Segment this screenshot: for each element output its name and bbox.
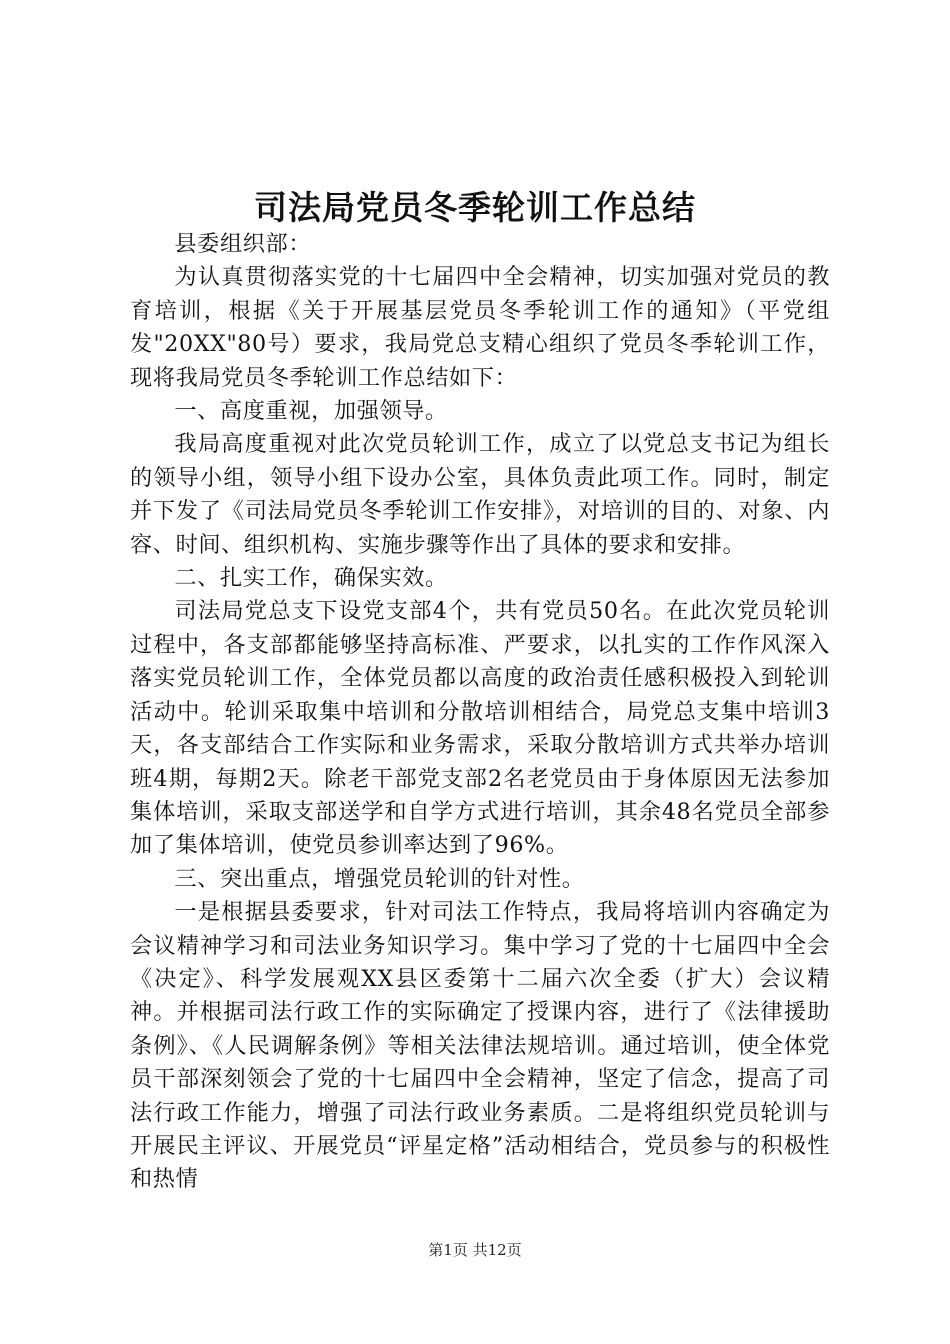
intro-paragraph: 为认真贯彻落实党的十七届四中全会精神，切实加强对党员的教育培训，根据《关于开展基层党员冬季轮训工作的通知》（平党组发"20XX"80号）要求，我局党总支精心组织了党员冬季轮训工作，现将我局党员冬季轮训工作总结如下： bbox=[130, 264, 830, 391]
section-paragraph-3: 一是根据县委要求，针对司法工作特点，我局将培训内容确定为会议精神学习和司法业务知识学习。集中学习了党的十七届四中全会《决定》、科学发展观XX县区委第十二届六次全委（扩大）会议精神。并根据司法行政工作的实际确定了授课内容，进行了《法律援助条例》、《人民调解条例》等相关法律法规培训。通过培训，使全体党员干部深刻领会了党的十七届四中全会精神，坚定了信念，提高了司法行政工作能力，增强了司法行政业务素质。二是将组织党员轮训与开展民主评议、开展党员“评星定格”活动相结合，党员参与的积极性和热情 bbox=[130, 899, 830, 1193]
page-footer: 第1页 共12页 bbox=[428, 1241, 522, 1259]
section-paragraph-2: 司法局党总支下设党支部4个，共有党员50名。在此次党员轮训过程中，各支部都能够坚持高标准、严要求，以扎实的工作作风深入落实党员轮训工作，全体党员都以高度的政治责任感积极投入到轮训活动中。轮训采取集中培训和分散培训相结合，局党总支集中培训3天，各支部结合工作实际和业务需求，采取分散培训方式共举办培训班4期，每期2天。除老干部党支部2名老党员由于身体原因无法参加集体培训，采取支部送学和自学方式进行培训，其余48名党员全部参加了集体培训，使党员参训率达到了96%。 bbox=[130, 598, 830, 859]
document-title: 司法局党员冬季轮训工作总结 bbox=[254, 188, 696, 227]
salutation: 县委组织部： bbox=[174, 231, 312, 257]
document-body bbox=[130, 228, 830, 1197]
section-heading-2: 二、扎实工作，确保实效。 bbox=[174, 565, 448, 592]
section-heading-1: 一、高度重视，加强领导。 bbox=[174, 398, 448, 425]
section-heading-3: 三、突出重点，增强党员轮训的针对性。 bbox=[174, 865, 585, 892]
section-paragraph-1: 我局高度重视对此次党员轮训工作，成立了以党总支书记为组长的领导小组，领导小组下设办公室，具体负责此项工作。同时，制定并下发了《司法局党员冬季轮训工作安排》，对培训的目的、对象、内容、时间、组织机构、实施步骤等作出了具体的要求和安排。 bbox=[130, 431, 830, 558]
